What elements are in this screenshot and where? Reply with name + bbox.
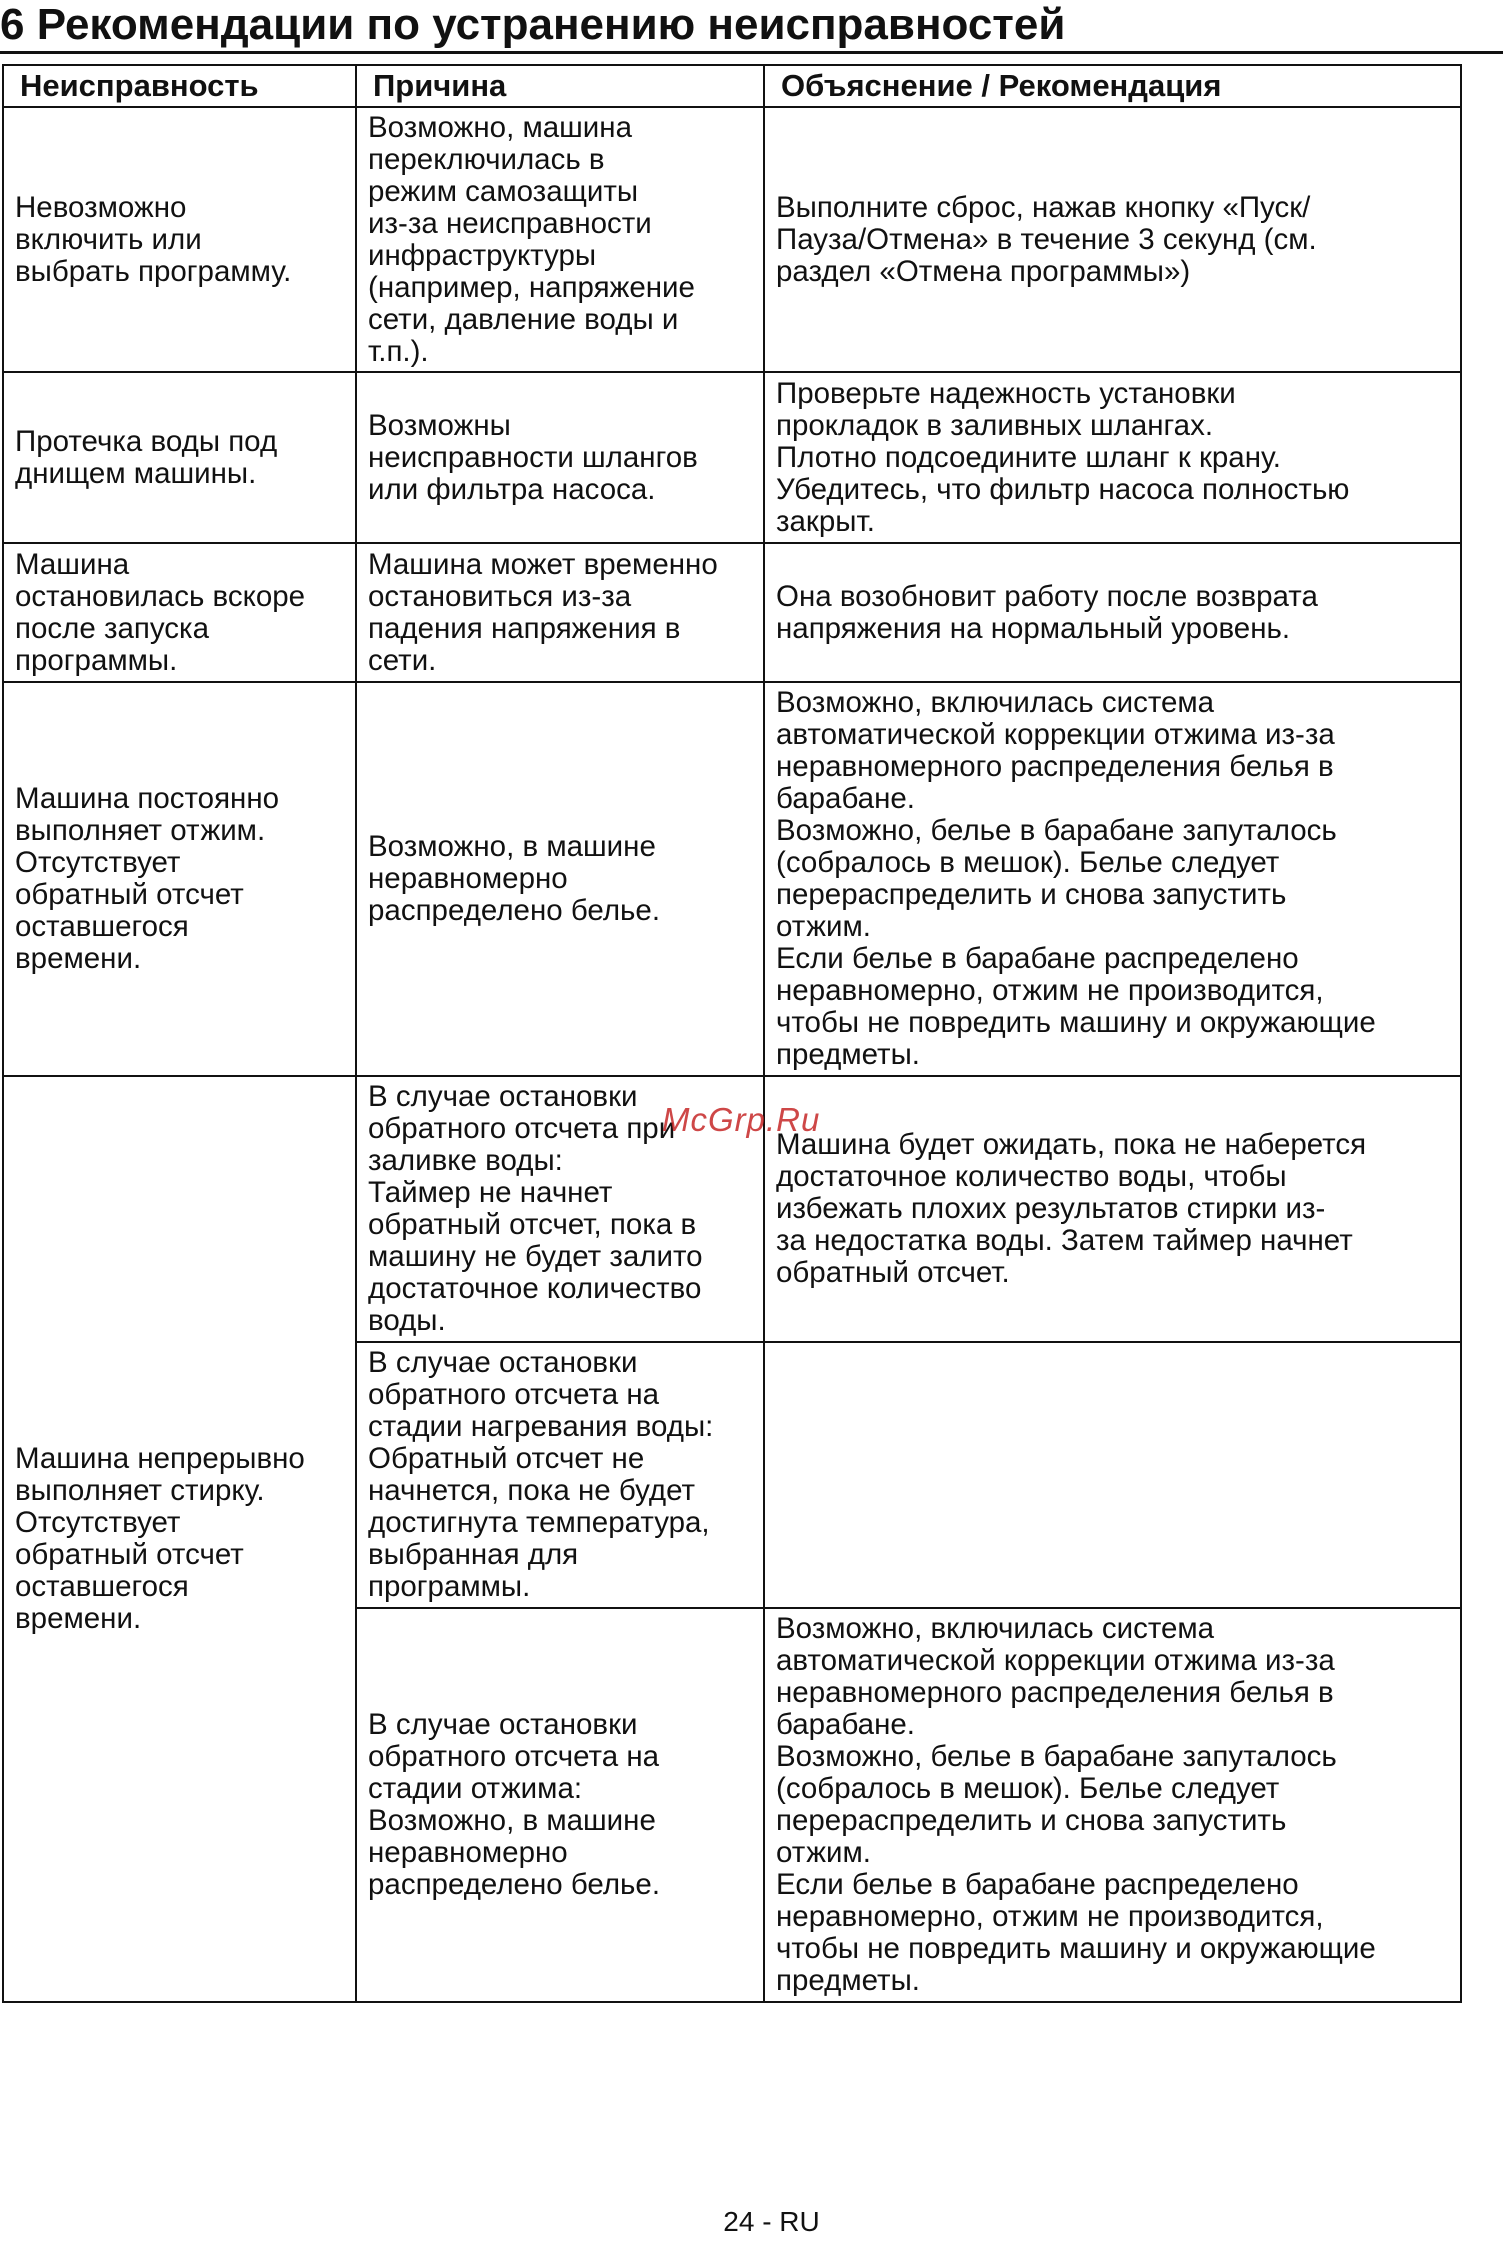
- fault-cell: Машина непрерывно выполняет стирку. Отсутствует обратный отсчет оставшегося времени.: [3, 1076, 356, 2002]
- section-title: 6 Рекомендации по устранению неисправностей: [0, 0, 1503, 54]
- cause-cell: Машина может временно остановиться из-за падения напряжения в сети.: [356, 543, 764, 682]
- table-row: [3, 372, 1461, 543]
- troubleshooting-table: [2, 64, 1462, 2003]
- cause-cell: Возможно, машина переключилась в режим самозащиты из-за неисправности инфраструктуры (например, напряжение сети, давление воды и т.п.).: [356, 107, 764, 372]
- remedy-cell: Проверьте надежность установки прокладок в заливных шлангах. Плотно подсоедините шланг к крану. Убедитесь, что фильтр насоса полностью закрыт.: [764, 372, 1461, 543]
- remedy-cell: Возможно, включилась система автоматической коррекции отжима из-за неравномерного распределения белья в барабане. Возможно, белье в барабане запуталось (собралось в мешок). Белье следует перераспределить и снова запустить отжим. Если белье в барабане распределено неравномерно, отжим не производится, чтобы не повредить машину и окружающие предметы.: [764, 1608, 1461, 2002]
- fault-cell: Невозможно включить или выбрать программу.: [3, 107, 356, 372]
- page-number: 24 - RU: [723, 2206, 820, 2237]
- table-row: [3, 107, 1461, 372]
- cause-cell: В случае остановки обратного отсчета на стадии отжима: Возможно, в машине неравномерно распределено белье.: [356, 1608, 764, 2002]
- remedy-cell: Машина будет ожидать, пока не наберется достаточное количество воды, чтобы избежать плохих результатов стирки из- за недостатка воды. Затем таймер начнет обратный отсчет.: [764, 1076, 1461, 1342]
- watermark: McGrp.Ru: [662, 1101, 821, 1138]
- remedy-cell: Выполните сброс, нажав кнопку «Пуск/ Пауза/Отмена» в течение 3 секунд (см. раздел «Отмена программы»): [764, 107, 1461, 372]
- fault-cell: Машина постоянно выполняет отжим. Отсутствует обратный отсчет оставшегося времени.: [3, 682, 356, 1076]
- fault-cell: Машина остановилась вскоре после запуска программы.: [3, 543, 356, 682]
- cause-cell: В случае остановки обратного отсчета на стадии нагревания воды: Обратный отсчет не начнется, пока не будет достигнута температура, выбранная для программы.: [356, 1342, 764, 1608]
- remedy-cell: [764, 1342, 1461, 1608]
- header-fault: Неисправность: [3, 65, 356, 107]
- table-header-row: [3, 65, 1461, 107]
- cause-cell: Возможно, в машине неравномерно распределено белье.: [356, 682, 764, 1076]
- table-row: [3, 543, 1461, 682]
- header-remedy: Объяснение / Рекомендация: [764, 65, 1461, 107]
- table-row: [3, 682, 1461, 1076]
- fault-cell: Протечка воды под днищем машины.: [3, 372, 356, 543]
- remedy-cell: Возможно, включилась система автоматической коррекции отжима из-за неравномерного распределения белья в барабане. Возможно, белье в барабане запуталось (собралось в мешок). Белье следует перераспределить и снова запустить отжим. Если белье в барабане распределено неравномерно, отжим не производится, чтобы не повредить машину и окружающие предметы.: [764, 682, 1461, 1076]
- cause-cell: В случае остановки обратного отсчета при заливке воды: Таймер не начнет обратный отсчет, пока в машину не будет залито достаточное количество воды.: [356, 1076, 764, 1342]
- cause-cell: Возможны неисправности шлангов или фильтра насоса.: [356, 372, 764, 543]
- remedy-cell: Она возобновит работу после возврата напряжения на нормальный уровень.: [764, 543, 1461, 682]
- header-cause: Причина: [356, 65, 764, 107]
